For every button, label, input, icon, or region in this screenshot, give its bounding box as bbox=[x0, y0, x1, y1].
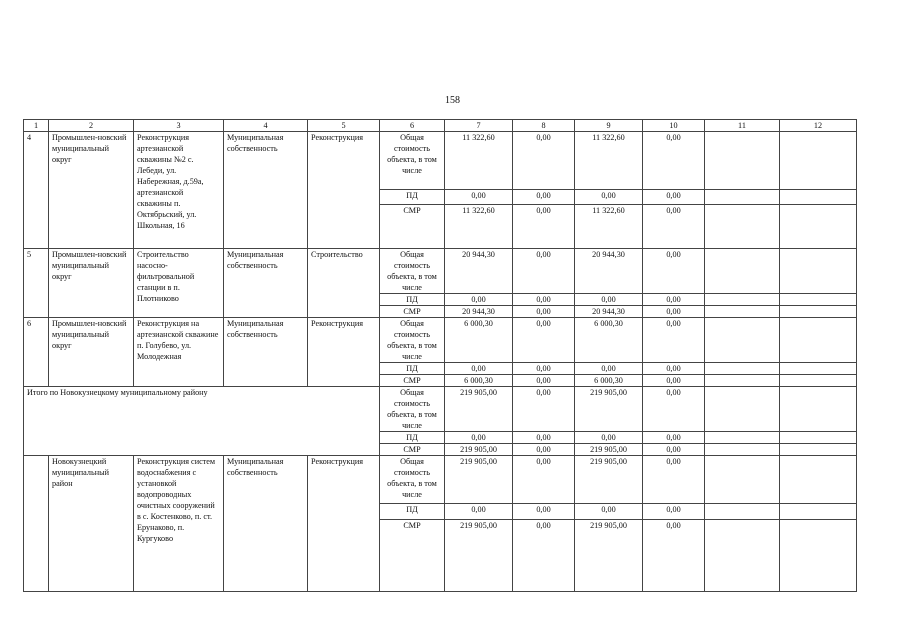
table-body bbox=[24, 120, 857, 592]
object-cell: Строительство насосно-фильтровальной станции в п. Плотниково bbox=[134, 249, 224, 318]
value-col10: 0,00 bbox=[643, 205, 705, 249]
ownership-cell: Муниципальная собственность bbox=[224, 249, 308, 318]
cost-type-label: СМР bbox=[380, 205, 445, 249]
value-col9: 0,00 bbox=[575, 190, 643, 205]
cost-type-label: Общая стоимость объекта, в том числе bbox=[380, 387, 445, 432]
table-row bbox=[24, 456, 857, 504]
value-col9: 219 905,00 bbox=[575, 520, 643, 592]
value-col10: 0,00 bbox=[643, 306, 705, 318]
work-type-cell: Реконструкция bbox=[308, 318, 380, 387]
value-col8: 0,00 bbox=[513, 456, 575, 504]
value-col7: 20 944,30 bbox=[445, 249, 513, 294]
header-cell: 4 bbox=[224, 120, 308, 132]
empty-col11 bbox=[705, 363, 780, 375]
table-row bbox=[24, 249, 857, 294]
header-cell: 5 bbox=[308, 120, 380, 132]
empty-col12 bbox=[780, 294, 857, 306]
district-cell: Новокузнецкий муниципальный район bbox=[49, 456, 134, 592]
ownership-cell: Муниципальная собственность bbox=[224, 318, 308, 387]
value-col8: 0,00 bbox=[513, 375, 575, 387]
empty-col11 bbox=[705, 375, 780, 387]
empty-col11 bbox=[705, 456, 780, 504]
value-col8: 0,00 bbox=[513, 363, 575, 375]
header-cell: 8 bbox=[513, 120, 575, 132]
value-col9: 219 905,00 bbox=[575, 456, 643, 504]
header-cell: 1 bbox=[24, 120, 49, 132]
value-col7: 219 905,00 bbox=[445, 456, 513, 504]
value-col9: 0,00 bbox=[575, 363, 643, 375]
empty-col12 bbox=[780, 444, 857, 456]
value-col10: 0,00 bbox=[643, 294, 705, 306]
table-row bbox=[24, 318, 857, 363]
header-cell: 6 bbox=[380, 120, 445, 132]
empty-col11 bbox=[705, 205, 780, 249]
cost-type-label: ПД bbox=[380, 504, 445, 520]
value-col7: 11 322,60 bbox=[445, 132, 513, 190]
header-cell: 7 bbox=[445, 120, 513, 132]
empty-col11 bbox=[705, 504, 780, 520]
value-col8: 0,00 bbox=[513, 504, 575, 520]
row-number: 5 bbox=[24, 249, 49, 318]
empty-col11 bbox=[705, 132, 780, 190]
value-col10: 0,00 bbox=[643, 249, 705, 294]
value-col10: 0,00 bbox=[643, 363, 705, 375]
header-cell: 2 bbox=[49, 120, 134, 132]
row-number bbox=[24, 456, 49, 592]
empty-col12 bbox=[780, 249, 857, 294]
value-col10: 0,00 bbox=[643, 190, 705, 205]
cost-type-label: ПД bbox=[380, 294, 445, 306]
cost-type-label: ПД bbox=[380, 363, 445, 375]
value-col7: 219 905,00 bbox=[445, 444, 513, 456]
cost-type-label: СМР bbox=[380, 375, 445, 387]
empty-col12 bbox=[780, 456, 857, 504]
value-col10: 0,00 bbox=[643, 318, 705, 363]
page-number: 158 bbox=[445, 95, 460, 106]
value-col9: 20 944,30 bbox=[575, 249, 643, 294]
empty-col11 bbox=[705, 520, 780, 592]
value-col9: 219 905,00 bbox=[575, 444, 643, 456]
value-col8: 0,00 bbox=[513, 132, 575, 190]
cost-type-label: Общая стоимость объекта, в том числе bbox=[380, 132, 445, 190]
value-col9: 20 944,30 bbox=[575, 306, 643, 318]
empty-col12 bbox=[780, 432, 857, 444]
value-col10: 0,00 bbox=[643, 387, 705, 432]
ownership-cell: Муниципальная собственность bbox=[224, 132, 308, 249]
value-col8: 0,00 bbox=[513, 190, 575, 205]
cost-type-label: Общая стоимость объекта, в том числе bbox=[380, 249, 445, 294]
row-number: 4 bbox=[24, 132, 49, 249]
empty-col12 bbox=[780, 132, 857, 190]
empty-col11 bbox=[705, 387, 780, 432]
empty-col11 bbox=[705, 190, 780, 205]
value-col8: 0,00 bbox=[513, 205, 575, 249]
cost-type-label: СМР bbox=[380, 306, 445, 318]
header-cell: 3 bbox=[134, 120, 224, 132]
header-cell: 11 bbox=[705, 120, 780, 132]
object-cell: Реконструкция систем водоснабжения с установкой водопроводных очистных сооружений в с. Костенково, п. ст. Ерунаково, п. Кургуково bbox=[134, 456, 224, 592]
empty-col12 bbox=[780, 363, 857, 375]
value-col9: 0,00 bbox=[575, 294, 643, 306]
value-col10: 0,00 bbox=[643, 456, 705, 504]
value-col7: 0,00 bbox=[445, 363, 513, 375]
empty-col11 bbox=[705, 306, 780, 318]
header-cell: 12 bbox=[780, 120, 857, 132]
district-cell: Промышлен-новский муниципальный округ bbox=[49, 318, 134, 387]
header-row bbox=[24, 120, 857, 132]
value-col8: 0,00 bbox=[513, 444, 575, 456]
empty-col12 bbox=[780, 375, 857, 387]
value-col9: 11 322,60 bbox=[575, 205, 643, 249]
cost-type-label: Общая стоимость объекта, в том числе bbox=[380, 318, 445, 363]
value-col8: 0,00 bbox=[513, 387, 575, 432]
value-col7: 219 905,00 bbox=[445, 520, 513, 592]
empty-col11 bbox=[705, 294, 780, 306]
cost-type-label: СМР bbox=[380, 520, 445, 592]
header-cell: 10 bbox=[643, 120, 705, 132]
cost-type-label: ПД bbox=[380, 190, 445, 205]
value-col8: 0,00 bbox=[513, 318, 575, 363]
district-cell: Промышлен-новский муниципальный округ bbox=[49, 132, 134, 249]
empty-col12 bbox=[780, 205, 857, 249]
table-row bbox=[24, 132, 857, 190]
value-col9: 219 905,00 bbox=[575, 387, 643, 432]
value-col7: 0,00 bbox=[445, 504, 513, 520]
value-col9: 11 322,60 bbox=[575, 132, 643, 190]
value-col7: 20 944,30 bbox=[445, 306, 513, 318]
value-col7: 219 905,00 bbox=[445, 387, 513, 432]
district-cell: Промышлен-новский муниципальный округ bbox=[49, 249, 134, 318]
cost-type-label: Общая стоимость объекта, в том числе bbox=[380, 456, 445, 504]
total-label: Итого по Новокузнецкому муниципальному району bbox=[24, 387, 380, 456]
value-col10: 0,00 bbox=[643, 375, 705, 387]
value-col8: 0,00 bbox=[513, 306, 575, 318]
empty-col11 bbox=[705, 444, 780, 456]
investment-table bbox=[23, 119, 857, 592]
empty-col12 bbox=[780, 520, 857, 592]
empty-col12 bbox=[780, 318, 857, 363]
cost-type-label: СМР bbox=[380, 444, 445, 456]
ownership-cell: Муниципальная собственность bbox=[224, 456, 308, 592]
value-col10: 0,00 bbox=[643, 132, 705, 190]
empty-col12 bbox=[780, 504, 857, 520]
work-type-cell: Реконструкция bbox=[308, 132, 380, 249]
empty-col11 bbox=[705, 432, 780, 444]
empty-col12 bbox=[780, 306, 857, 318]
value-col7: 6 000,30 bbox=[445, 375, 513, 387]
work-type-cell: Реконструкция bbox=[308, 456, 380, 592]
value-col7: 6 000,30 bbox=[445, 318, 513, 363]
value-col10: 0,00 bbox=[643, 504, 705, 520]
empty-col12 bbox=[780, 190, 857, 205]
value-col10: 0,00 bbox=[643, 444, 705, 456]
value-col9: 0,00 bbox=[575, 432, 643, 444]
table-row bbox=[24, 387, 857, 432]
value-col10: 0,00 bbox=[643, 520, 705, 592]
header-cell: 9 bbox=[575, 120, 643, 132]
object-cell: Реконструкция на артезианской скважине п. Голубево, ул. Молодежная bbox=[134, 318, 224, 387]
empty-col11 bbox=[705, 249, 780, 294]
value-col8: 0,00 bbox=[513, 432, 575, 444]
value-col7: 0,00 bbox=[445, 294, 513, 306]
value-col7: 11 322,60 bbox=[445, 205, 513, 249]
row-number: 6 bbox=[24, 318, 49, 387]
cost-type-label: ПД bbox=[380, 432, 445, 444]
value-col9: 0,00 bbox=[575, 504, 643, 520]
value-col7: 0,00 bbox=[445, 432, 513, 444]
value-col9: 6 000,30 bbox=[575, 318, 643, 363]
value-col9: 6 000,30 bbox=[575, 375, 643, 387]
empty-col11 bbox=[705, 318, 780, 363]
object-cell: Реконструкция артезианской скважины №2 с. Лебеди, ул. Набережная, д.59а, артезианской скважины п. Октябрьский, ул. Школьная, 16 bbox=[134, 132, 224, 249]
empty-col12 bbox=[780, 387, 857, 432]
value-col10: 0,00 bbox=[643, 432, 705, 444]
value-col7: 0,00 bbox=[445, 190, 513, 205]
value-col8: 0,00 bbox=[513, 294, 575, 306]
value-col8: 0,00 bbox=[513, 249, 575, 294]
value-col8: 0,00 bbox=[513, 520, 575, 592]
work-type-cell: Строительство bbox=[308, 249, 380, 318]
